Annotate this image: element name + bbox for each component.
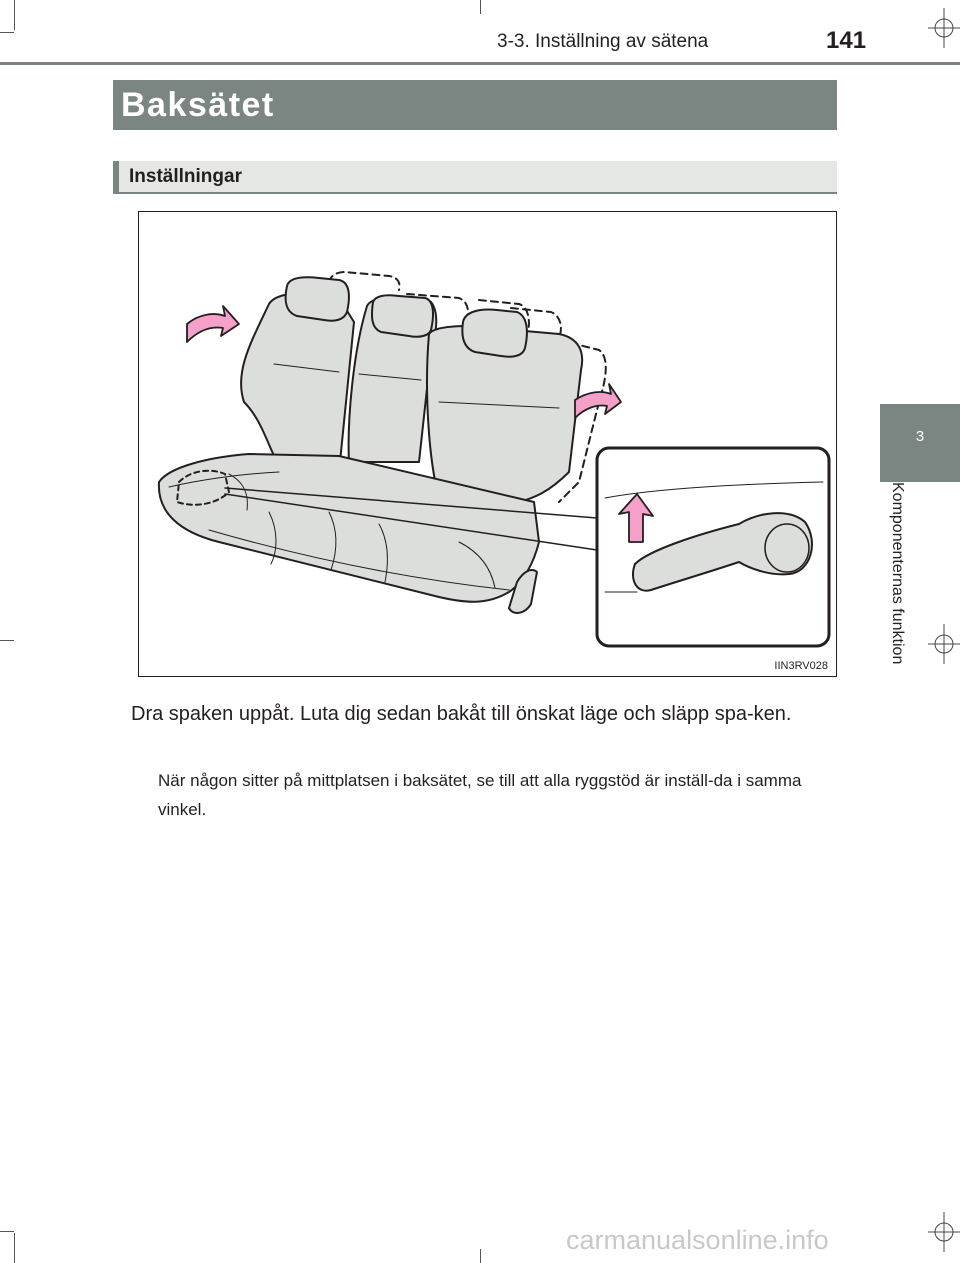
- rear-seat-illustration: [139, 212, 836, 676]
- header-rule: [0, 62, 960, 65]
- recline-arrow-left: [187, 306, 239, 342]
- page-number: 141: [826, 27, 867, 54]
- subtitle-bar: [113, 161, 837, 194]
- registration-mark: [928, 1212, 960, 1252]
- crop-mark: [0, 1231, 14, 1232]
- headrest-center: [372, 295, 433, 337]
- crop-mark: [0, 640, 14, 641]
- subtitle-accent: [113, 161, 119, 192]
- chapter-label: Komponenternas funktion: [889, 482, 906, 665]
- chapter-number: 3: [915, 428, 925, 445]
- subtitle-text: Inställningar: [129, 166, 242, 187]
- lever-knob: [765, 524, 809, 572]
- crop-mark: [480, 1249, 481, 1263]
- headrest-right: [462, 310, 527, 357]
- headrest-left: [286, 277, 349, 320]
- recline-arrow-right: [575, 384, 621, 418]
- chapter-label-wrap: [880, 482, 916, 732]
- section-label: 3-3. Inställning av sätena: [497, 31, 709, 52]
- crop-mark: [0, 32, 14, 33]
- registration-mark: [928, 624, 960, 664]
- registration-mark: [928, 8, 960, 48]
- figure-rear-seat: [138, 211, 837, 677]
- chapter-tab: [880, 404, 960, 482]
- crop-mark: [14, 0, 15, 30]
- figure-code: IIN3RV028: [774, 660, 828, 672]
- crop-mark: [480, 0, 481, 14]
- instruction-text: Dra spaken uppåt. Luta dig sedan bakåt till önskat läge och släpp spa-ken.: [131, 703, 792, 725]
- note-text: När någon sitter på mittplatsen i baksätet, se till att alla ryggstöd är inställ-da i samma vinkel.: [158, 771, 802, 819]
- watermark: carmanualsonline.info: [566, 1225, 829, 1255]
- crop-mark: [14, 1233, 15, 1263]
- page-title: Baksätet: [113, 80, 837, 130]
